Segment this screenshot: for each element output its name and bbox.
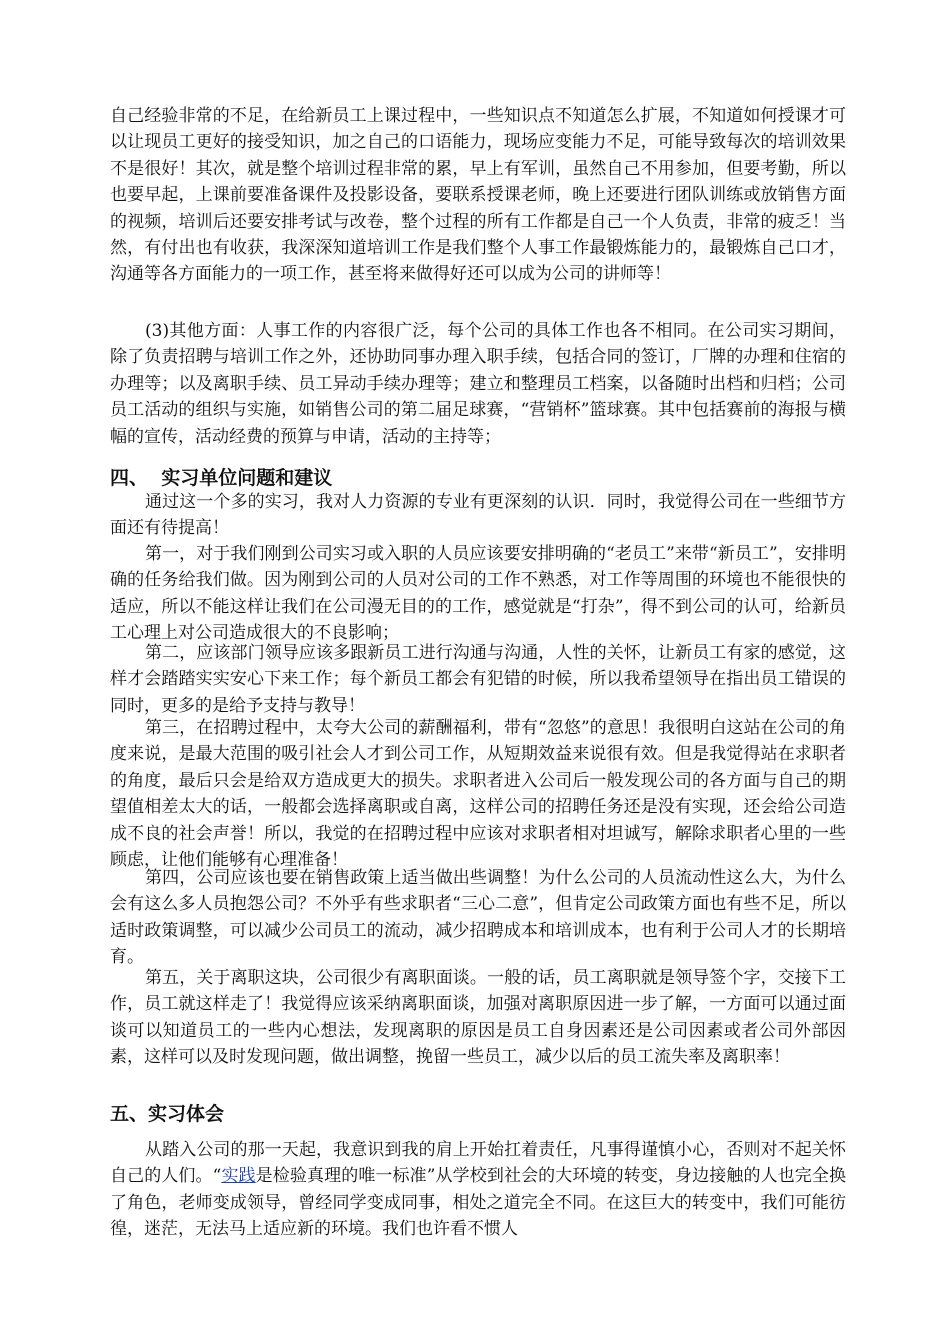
paragraph-suggestion-third: 第三，在招聘过程中，太夸大公司的薪酬福利，带有“忽悠”的意思！我很明白这站在公司的角度来说，是最大范围的吸引社会人才到公司工作，从短期效益来说很有效。但是我觉得站在求职者的角度，最后只会是给双方造成更大的损失。求职者进入公司后一般发现公司的各方面与自己的期望值相差太大的话，一般都会选择离职或自离，这样公司的招聘任务还是没有实现，还会给公司造成不良的社会声誉！所以，我觉的在招聘过程中应该对求职者相对坦诚写，解除求职者心里的一些顾虑，让他们能够有心理准备！ [110, 718, 846, 871]
paragraph-suggestions-intro: 通过这一个多的实习，我对人力资源的专业有更深刻的认识．同时，我觉得公司在一些细节方面还有待提高！ [110, 492, 846, 539]
section-heading-internship-experience: 五、实习体会 [110, 1103, 225, 1125]
paragraph-suggestion-second: 第二，应该部门领导应该多跟新员工进行沟通与沟通，人性的关怀，让新员工有家的感觉，这样才会踏踏实实安心下来工作；每个新员工都会有犯错的时候，所以我希望领导在指出员工错误的同时，更多的是给予支持与教导！ [110, 643, 846, 716]
paragraph-other-aspects: (3)其他方面：人事工作的内容很广泛，每个公司的具体工作也各不相同。在公司实习期间，除了负责招聘与培训工作之外，还协助同事办理入职手续，包括合同的签订，厂牌的办理和住宿的办理等；以及离职手续、员工异动手续办理等；建立和整理员工档案，以备随时出档和归档；公司员工活动的组织与实施，如销售公司的第二届足球赛，“营销杯”篮球赛。其中包括赛前的海报与横幅的宣传，活动经费的预算与申请，活动的主持等； [110, 321, 846, 447]
paragraph-experience-text-start: 从踏入公司的那一天起，我意识到我的肩上开始扛着责任，凡事得谨慎小心，否则对不起关怀自己的人们。“ [110, 1140, 846, 1187]
paragraph-suggestion-first: 第一，对于我们刚到公司实习或入职的人员应该要安排明确的“老员工”来带“新员工”，安排明确的任务给我们做。因为刚到公司的人员对公司的工作不熟悉，对工作等周围的环境也不能很快的适应，所以不能这样让我们在公司漫无目的的工作，感觉就是“打杂”，得不到公司的认可，给新员工心理上对公司造成很大的不良影响； [110, 544, 846, 644]
paragraph-suggestion-fifth: 第五，关于离职这块，公司很少有离职面谈。一般的话，员工离职就是领导签个字，交接下工作，员工就这样走了！我觉得应该采纳离职面谈，加强对离职原因进一步了解，一方面可以通过面谈可以知道员工的一些内心想法，发现离职的原因是员工自身因素还是公司因素或者公司外部因素，这样可以及时发现问题，做出调整，挽留一些员工，减少以后的员工流失率及离职率！ [110, 968, 846, 1068]
section-heading-problems-suggestions: 四、 实习单位问题和建议 [110, 467, 333, 489]
paragraph-training-reflection: 自己经验非常的不足，在给新员工上课过程中，一些知识点不知道怎么扩展，不知道如何授课才可以让现员工更好的接受知识，加之自己的口语能力，现场应变能力不足，可能导致每次的培训效果不是很好！其次，就是整个培训过程非常的累，早上有军训，虽然自己不用参加，但要考勤，所以也要早起，上课前要准备课件及投影设备，要联系授课老师，晚上还要进行团队训练或放销售方面的视频，培训后还要安排考试与改卷，整个过程的所有工作都是自己一个人负责，非常的疲乏！当然，有付出也有收获，我深深知道培训工作是我们整个人事工作最锻炼能力的，最锻炼自己口才，沟通等各方面能力的一项工作，甚至将来做得好还可以成为公司的讲师等！ [110, 106, 846, 285]
paragraph-experience [110, 1137, 846, 1243]
practice-link[interactable]: 实践 [221, 1166, 256, 1187]
paragraph-suggestion-fourth: 第四，公司应该也要在销售政策上适当做出些调整！为什么公司的人员流动性这么大，为什么会有这么多人员抱怨公司？不外乎有些求职者“三心二意”，但肯定公司政策方面也有些不足，所以适时政策调整，可以减少公司员工的流动，减少招聘成本和培训成本，也有利于公司人才的长期培育。 [110, 868, 846, 968]
paragraph-experience-text-end: 是检验真理的唯一标准”从学校到社会的大环境的转变，身边接触的人也完全换了角色，老师变成领导，曾经同学变成同事，相处之道完全不同。在这巨大的转变中，我们可能彷徨，迷茫，无法马上适应新的环境。我们也许看不惯人 [110, 1166, 846, 1240]
